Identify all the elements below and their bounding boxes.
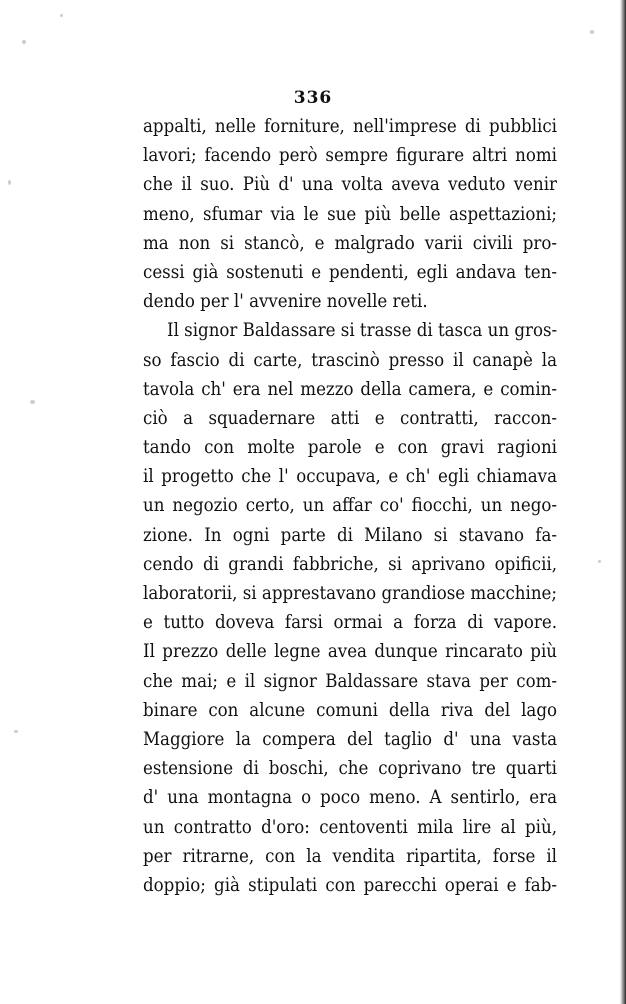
paragraph-1	[143, 112, 557, 316]
text-line: il progetto che l' occupava, e ch' egli chiamava	[143, 466, 557, 488]
text-line: zione. In ogni parte di Milano si stavano fa-	[143, 524, 557, 546]
paper-speck	[14, 730, 18, 733]
text-line: tavola ch' era nel mezzo della camera, e comin-	[143, 378, 557, 400]
paper-speck	[60, 14, 63, 17]
paper-speck	[598, 560, 601, 563]
text-line: cendo di grandi fabbriche, si aprivano opificii,	[143, 553, 557, 575]
text-line: per ritrarne, con la vendita ripartita, forse il	[143, 845, 557, 867]
text-line: dendo per l' avvenire novelle reti.	[143, 291, 428, 313]
text-line: un contratto d'oro: centoventi mila lire al più,	[143, 816, 557, 838]
text-line: ciò a squadernare atti e contratti, raccon-	[143, 407, 557, 429]
paper-speck	[8, 180, 11, 185]
text-line: appalti, nelle forniture, nell'imprese di pubblici	[143, 116, 557, 137]
text-line: e tutto doveva farsi ormai a forza di vapore.	[143, 612, 557, 634]
text-line: binare con alcune comuni della riva del lago	[143, 699, 557, 721]
text-line: che mai; e il signor Baldassare stava per com-	[143, 670, 557, 692]
text-line: un negozio certo, un affar co' fiocchi, un nego-	[143, 495, 557, 517]
page-spine-shadow	[620, 0, 626, 1004]
text-line: laboratorii, si apprestavano grandiose macchine;	[143, 583, 557, 604]
page-number: 336	[293, 88, 333, 108]
paragraph-2	[143, 316, 557, 900]
text-line: ma non si stancò, e malgrado varii civili pro-	[143, 232, 557, 254]
text-line: tando con molte parole e con gravi ragioni	[143, 437, 557, 459]
paper-speck	[590, 30, 594, 34]
text-line: Il signor Baldassare si trasse di tasca un gros-	[167, 320, 558, 342]
body-text	[143, 112, 557, 900]
text-line: che il suo. Più d' una volta aveva veduto venir	[143, 174, 557, 196]
text-line: lavori; facendo però sempre figurare altri nomi	[143, 145, 557, 167]
paper-speck	[30, 400, 35, 404]
text-line: doppio; già stipulati con parecchi operai e fab-	[143, 874, 557, 896]
text-line: meno, sfumar via le sue più belle aspettazioni;	[143, 203, 557, 225]
text-line: d' una montagna o poco meno. A sentirlo, era	[143, 787, 557, 809]
text-line: cessi già sostenuti e pendenti, egli andava ten-	[143, 261, 557, 283]
paper-speck	[22, 40, 26, 44]
text-line: so fascio di carte, trascinò presso il canapè la	[143, 349, 557, 371]
text-line: estensione di boschi, che coprivano tre quarti	[143, 758, 557, 780]
text-line: Maggiore la compera del taglio d' una vasta	[143, 728, 557, 750]
text-line: Il prezzo delle legne avea dunque rincarato più	[143, 641, 557, 663]
